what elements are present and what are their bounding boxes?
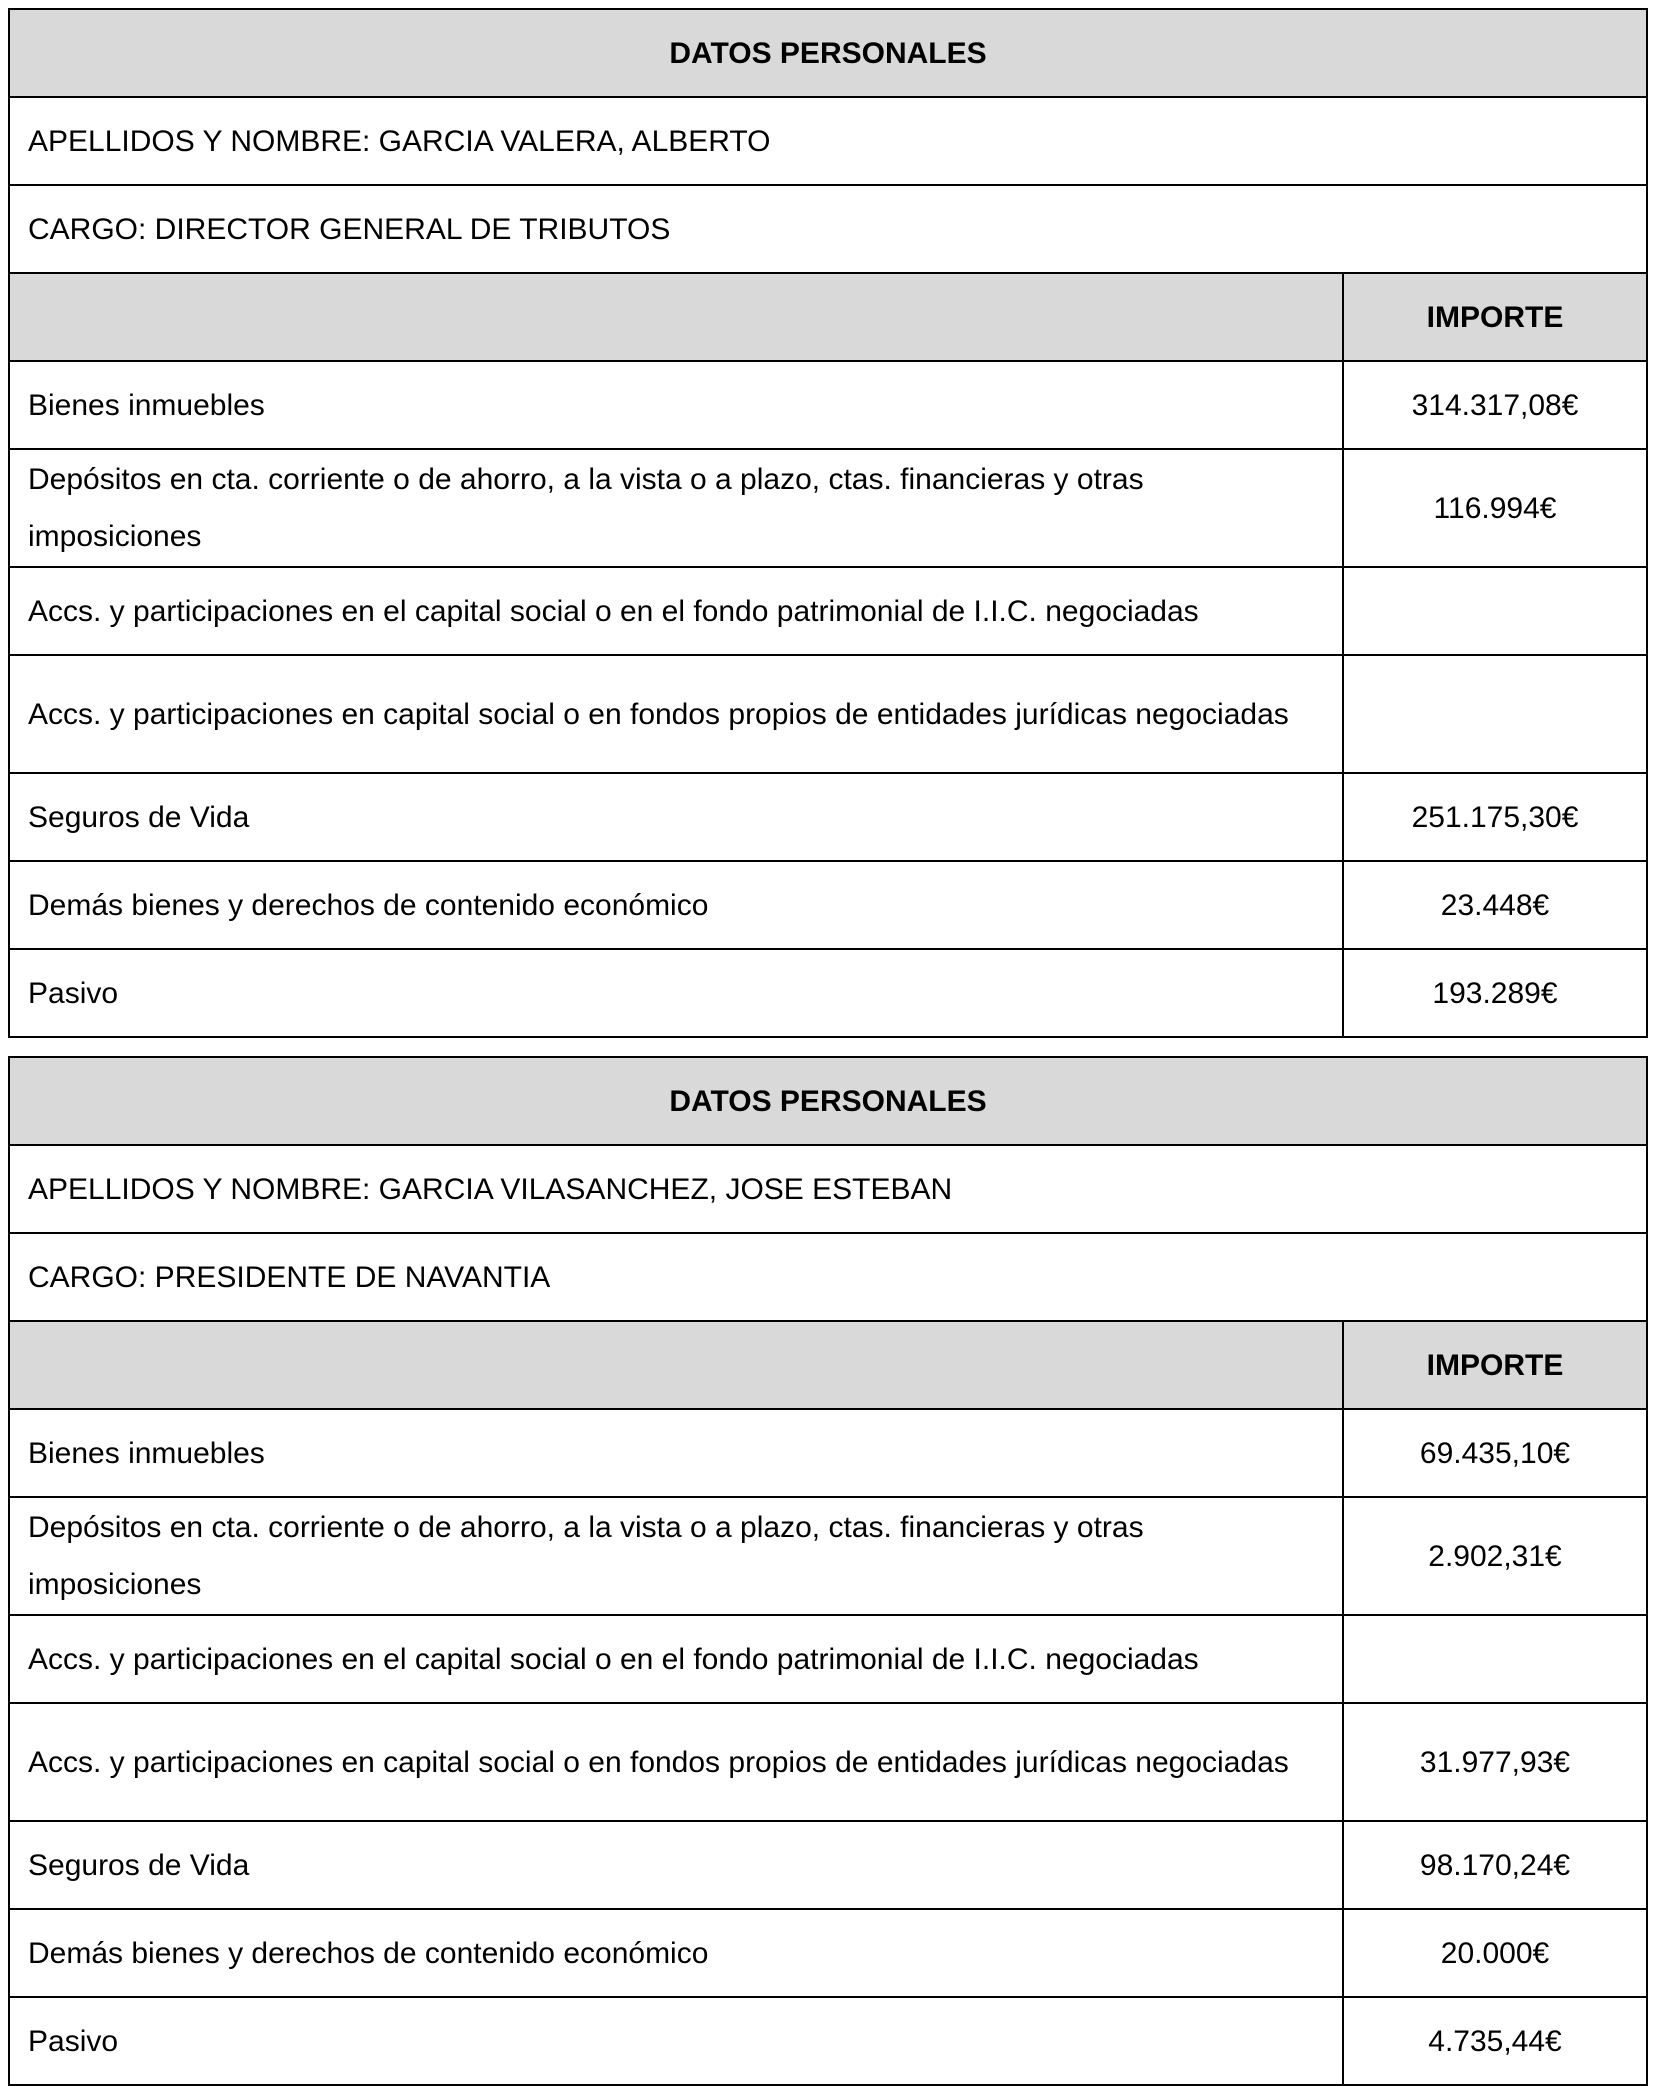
row-label: Accs. y participaciones en capital social o en fondos propios de entidades jurídicas negociadas [9, 1703, 1343, 1821]
row-amount: 20.000€ [1343, 1909, 1647, 1997]
empty-header-cell [9, 1321, 1343, 1409]
table-row [9, 1821, 1647, 1909]
row-label: Bienes inmuebles [9, 1409, 1343, 1497]
row-amount: 31.977,93€ [1343, 1703, 1647, 1821]
section-header: DATOS PERSONALES [9, 9, 1647, 97]
name-line: APELLIDOS Y NOMBRE: GARCIA VALERA, ALBERTO [9, 97, 1647, 185]
row-label: Demás bienes y derechos de contenido económico [9, 1909, 1343, 1997]
row-amount [1343, 655, 1647, 773]
amount-column-header: IMPORTE [1343, 1321, 1647, 1409]
row-amount: 98.170,24€ [1343, 1821, 1647, 1909]
row-amount [1343, 1615, 1647, 1703]
row-label: Depósitos en cta. corriente o de ahorro, a la vista o a plazo, ctas. financieras y otras imposiciones [9, 1497, 1343, 1615]
table-row [9, 449, 1647, 567]
cargo-line: CARGO: DIRECTOR GENERAL DE TRIBUTOS [9, 185, 1647, 273]
row-amount: 251.175,30€ [1343, 773, 1647, 861]
table-row [9, 1409, 1647, 1497]
table-row [9, 655, 1647, 773]
table-row [9, 1615, 1647, 1703]
row-label: Seguros de Vida [9, 773, 1343, 861]
amount-header-row [9, 1321, 1647, 1409]
row-label: Bienes inmuebles [9, 361, 1343, 449]
cargo-line: CARGO: PRESIDENTE DE NAVANTIA [9, 1233, 1647, 1321]
row-label: Demás bienes y derechos de contenido económico [9, 861, 1343, 949]
row-amount [1343, 567, 1647, 655]
row-amount: 23.448€ [1343, 861, 1647, 949]
name-line: APELLIDOS Y NOMBRE: GARCIA VILASANCHEZ, JOSE ESTEBAN [9, 1145, 1647, 1233]
row-label: Depósitos en cta. corriente o de ahorro, a la vista o a plazo, ctas. financieras y otras imposiciones [9, 449, 1343, 567]
table-row [9, 1909, 1647, 1997]
table-row [9, 949, 1647, 1037]
row-label: Accs. y participaciones en capital social o en fondos propios de entidades jurídicas negociadas [9, 655, 1343, 773]
row-label: Seguros de Vida [9, 1821, 1343, 1909]
table-row [9, 361, 1647, 449]
row-label: Pasivo [9, 1997, 1343, 2085]
row-label: Accs. y participaciones en el capital social o en el fondo patrimonial de I.I.C. negociadas [9, 567, 1343, 655]
row-label: Accs. y participaciones en el capital social o en el fondo patrimonial de I.I.C. negociadas [9, 1615, 1343, 1703]
declaration-table [8, 8, 1648, 1038]
table-row [9, 861, 1647, 949]
row-amount: 116.994€ [1343, 449, 1647, 567]
row-label: Pasivo [9, 949, 1343, 1037]
amount-column-header: IMPORTE [1343, 273, 1647, 361]
amount-header-row [9, 273, 1647, 361]
row-amount: 2.902,31€ [1343, 1497, 1647, 1615]
row-amount: 4.735,44€ [1343, 1997, 1647, 2085]
table-row [9, 773, 1647, 861]
table-row [9, 1703, 1647, 1821]
table-row [9, 1997, 1647, 2085]
row-amount: 69.435,10€ [1343, 1409, 1647, 1497]
table-row [9, 567, 1647, 655]
table-row [9, 1497, 1647, 1615]
section-header: DATOS PERSONALES [9, 1057, 1647, 1145]
row-amount: 314.317,08€ [1343, 361, 1647, 449]
empty-header-cell [9, 273, 1343, 361]
declaration-table [8, 1056, 1648, 2086]
row-amount: 193.289€ [1343, 949, 1647, 1037]
